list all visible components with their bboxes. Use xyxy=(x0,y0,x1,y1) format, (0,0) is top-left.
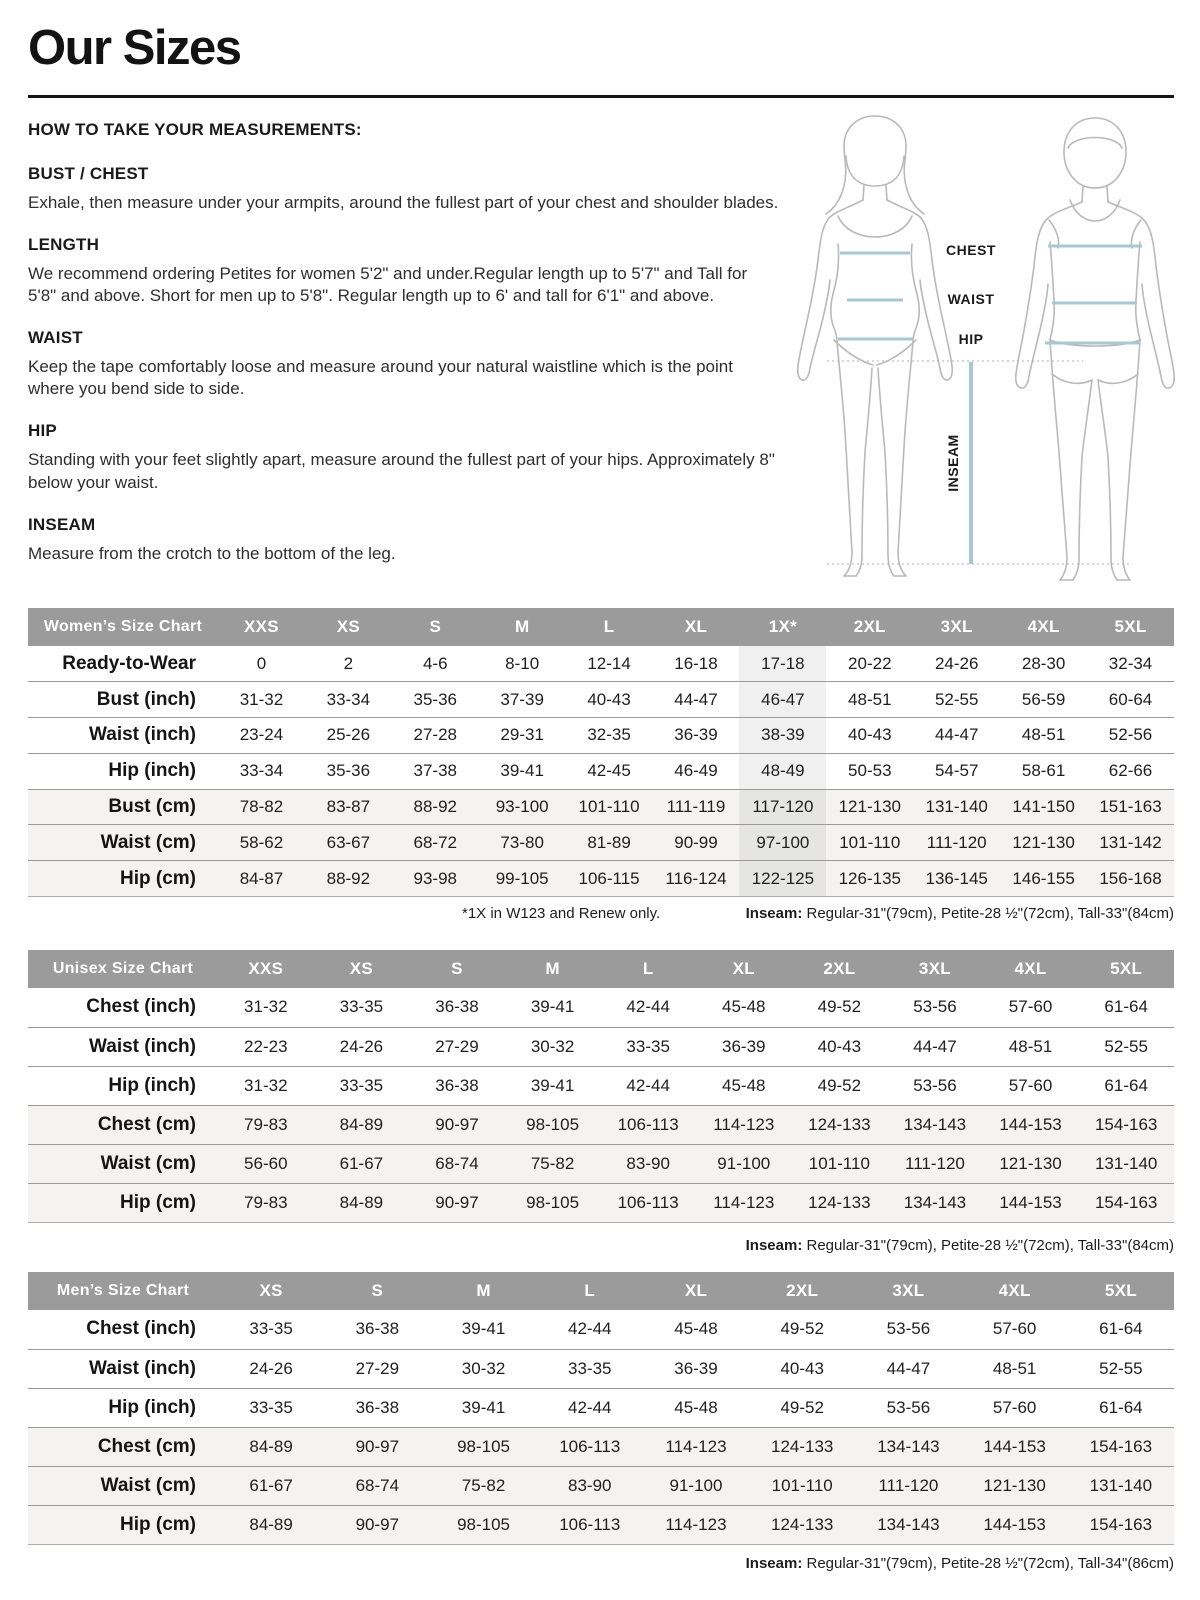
size-cell: 84-89 xyxy=(249,1436,293,1456)
col-header: 3XL xyxy=(913,608,1000,646)
size-cell: 53-56 xyxy=(886,1397,931,1417)
size-cell: 61-67 xyxy=(339,1153,384,1173)
size-cell: 54-57 xyxy=(934,761,979,781)
col-header: XS xyxy=(218,1272,324,1310)
size-cell: 61-64 xyxy=(1099,1319,1143,1339)
size-cell: 131-140 xyxy=(1094,1153,1158,1173)
col-header: 3XL xyxy=(855,1272,961,1310)
size-cell: 101-110 xyxy=(578,797,640,817)
size-cell: 60-64 xyxy=(1108,689,1153,709)
size-cell: 49-52 xyxy=(817,997,862,1017)
size-cell: 39-41 xyxy=(461,1397,506,1417)
size-cell: 111-120 xyxy=(926,832,987,852)
size-cell: 98-105 xyxy=(526,1114,580,1134)
size-cell: 121-130 xyxy=(983,1475,1046,1495)
size-cell: 57-60 xyxy=(1008,997,1053,1017)
col-header: S xyxy=(324,1272,430,1310)
section-title-waist: WAIST xyxy=(28,328,83,348)
size-cell: 106-113 xyxy=(559,1436,621,1456)
col-header: 2XL xyxy=(749,1272,855,1310)
size-cell: 40-43 xyxy=(587,689,631,709)
section-body-waist: Keep the tape comfortably loose and measure around your natural waistline which is the point where you bend side to side. xyxy=(28,357,733,399)
womens-1x-footnote: *1X in W123 and Renew only. xyxy=(462,905,661,922)
size-cell: 68-74 xyxy=(435,1153,479,1173)
inseam-footnote-label: Inseam: xyxy=(745,1237,803,1254)
size-cell: 48-51 xyxy=(848,689,892,709)
row-label: Waist (inch) xyxy=(89,1357,196,1379)
size-cell: 62-66 xyxy=(1108,761,1153,781)
size-cell: 4-6 xyxy=(422,653,448,673)
size-cell: 101-110 xyxy=(808,1153,870,1173)
col-header: XL xyxy=(643,1272,749,1310)
size-cell: 36-38 xyxy=(355,1397,400,1417)
size-cell: 36-39 xyxy=(674,1358,718,1378)
size-cell: 36-38 xyxy=(435,997,479,1017)
size-cell: 88-92 xyxy=(326,868,371,888)
mens-size-chart-table xyxy=(28,1272,1174,1545)
size-cell: 61-64 xyxy=(1099,1397,1143,1417)
size-cell: 114-123 xyxy=(713,1114,775,1134)
size-cell: 56-60 xyxy=(244,1153,288,1173)
size-cell: 151-163 xyxy=(1099,797,1162,817)
table-title: Women’s Size Chart xyxy=(28,608,218,646)
chest-label: CHEST xyxy=(946,242,996,258)
size-cell: 29-31 xyxy=(500,725,544,745)
size-cell: 61-67 xyxy=(249,1475,293,1495)
size-cell: 53-56 xyxy=(913,997,957,1017)
size-cell: 52-56 xyxy=(1108,725,1153,745)
inseam-footnote-label: Inseam: xyxy=(745,905,803,922)
title-divider xyxy=(28,95,1174,98)
size-cell: 124-133 xyxy=(808,1192,871,1212)
row-label: Hip (inch) xyxy=(108,1396,196,1418)
size-cell: 136-145 xyxy=(925,868,988,888)
size-cell: 52-55 xyxy=(1104,1036,1148,1056)
size-cell: 124-133 xyxy=(808,1114,871,1134)
size-cell: 33-35 xyxy=(249,1319,293,1339)
size-cell: 114-123 xyxy=(665,1514,727,1534)
size-cell: 106-113 xyxy=(617,1192,679,1212)
size-cell: 16-18 xyxy=(674,653,718,673)
size-cell: 17-18 xyxy=(739,646,826,682)
section-title-length: LENGTH xyxy=(28,235,100,255)
size-cell: 2 xyxy=(343,653,354,673)
size-cell: 58-62 xyxy=(239,832,284,852)
col-header: XS xyxy=(314,950,410,988)
unisex-inseam-footnote xyxy=(746,1237,1174,1254)
size-cell: 36-39 xyxy=(722,1036,766,1056)
size-cell: 114-123 xyxy=(713,1192,775,1212)
size-cell: 84-89 xyxy=(249,1514,293,1534)
size-cell: 73-80 xyxy=(500,832,544,852)
size-cell: 22-23 xyxy=(244,1036,288,1056)
size-cell: 27-29 xyxy=(435,1036,479,1056)
size-cell: 144-153 xyxy=(983,1436,1046,1456)
size-cell: 23-24 xyxy=(239,725,284,745)
size-cell: 131-142 xyxy=(1099,832,1162,852)
size-cell: 30-32 xyxy=(530,1036,575,1056)
instructions-heading: HOW TO TAKE YOUR MEASUREMENTS: xyxy=(28,120,362,139)
section-body-length: We recommend ordering Petites for women 5'2" and under.Regular length up to 5'7" and Tall for 5'8" and above. Short for men up to 5'8". Regular length up to 6' and tall for 6'1" and above. xyxy=(28,264,748,306)
inseam-footnote-label: Inseam: xyxy=(745,1555,803,1572)
size-cell: 36-38 xyxy=(355,1319,400,1339)
size-cell: 46-47 xyxy=(739,682,826,718)
size-cell: 33-35 xyxy=(339,1075,384,1095)
size-cell: 61-64 xyxy=(1104,1075,1148,1095)
row-label: Waist (cm) xyxy=(100,1152,196,1174)
size-cell: 48-51 xyxy=(992,1358,1037,1378)
size-cell: 134-143 xyxy=(903,1114,967,1134)
size-cell: 48-51 xyxy=(1008,1036,1053,1056)
size-cell: 44-47 xyxy=(913,1036,957,1056)
mens-inseam-footnote xyxy=(746,1555,1174,1572)
womens-size-chart-table xyxy=(28,608,1174,897)
size-cell: 30-32 xyxy=(461,1358,506,1378)
size-cell: 35-36 xyxy=(326,761,371,781)
col-header: 5XL xyxy=(1087,608,1174,646)
size-cell: 39-41 xyxy=(461,1319,506,1339)
inseam-footnote-text: Regular-31"(79cm), Petite-28 ½"(72cm), Tall-33"(84cm) xyxy=(802,905,1174,922)
size-cell: 33-35 xyxy=(626,1036,670,1056)
table-title: Unisex Size Chart xyxy=(28,950,218,988)
size-cell: 93-100 xyxy=(495,797,549,817)
inseam-label: INSEAM xyxy=(945,434,961,492)
size-cell: 83-87 xyxy=(326,797,371,817)
size-cell: 52-55 xyxy=(934,689,979,709)
section-title-inseam: INSEAM xyxy=(28,514,96,534)
size-cell: 63-67 xyxy=(326,832,371,852)
col-header: XL xyxy=(653,608,740,646)
size-cell: 134-143 xyxy=(903,1192,967,1212)
size-cell: 98-105 xyxy=(457,1436,511,1456)
size-cell: 111-120 xyxy=(878,1475,939,1495)
row-label: Waist (cm) xyxy=(100,831,196,853)
size-cell: 91-100 xyxy=(669,1475,723,1495)
size-cell: 33-34 xyxy=(326,689,371,709)
size-cell: 93-98 xyxy=(413,868,457,888)
row-label: Ready-to-Wear xyxy=(62,652,196,674)
womens-table-footnotes xyxy=(28,905,1174,922)
size-cell: 106-115 xyxy=(578,868,640,888)
row-label: Waist (inch) xyxy=(89,724,196,746)
size-cell: 39-41 xyxy=(500,761,544,781)
size-cell: 24-26 xyxy=(249,1358,293,1378)
size-cell: 49-52 xyxy=(780,1397,824,1417)
col-header: L xyxy=(566,608,653,646)
inseam-footnote-text: Regular-31"(79cm), Petite-28 ½"(72cm), Tall-33"(84cm) xyxy=(802,1237,1174,1254)
row-label: Bust (inch) xyxy=(96,688,196,710)
size-cell: 44-47 xyxy=(934,725,979,745)
row-label: Hip (cm) xyxy=(120,1513,196,1535)
size-cell: 75-82 xyxy=(461,1475,506,1495)
size-cell: 144-153 xyxy=(983,1514,1046,1534)
col-header: 5XL xyxy=(1068,1272,1174,1310)
size-cell: 45-48 xyxy=(722,997,766,1017)
size-cell: 31-32 xyxy=(239,689,284,709)
row-label: Hip (inch) xyxy=(108,1074,196,1096)
size-cell: 134-143 xyxy=(877,1436,940,1456)
size-cell: 84-89 xyxy=(339,1192,384,1212)
row-label: Chest (inch) xyxy=(86,996,196,1018)
row-label: Bust (cm) xyxy=(108,796,196,818)
size-cell: 90-97 xyxy=(355,1436,400,1456)
col-header: XS xyxy=(305,608,392,646)
section-title-bust-chest: BUST / CHEST xyxy=(28,164,149,183)
size-cell: 37-38 xyxy=(413,761,457,781)
size-cell: 40-43 xyxy=(817,1036,862,1056)
size-cell: 99-105 xyxy=(495,868,549,888)
size-cell: 90-97 xyxy=(435,1192,479,1212)
size-cell: 90-97 xyxy=(435,1114,479,1134)
size-cell: 106-113 xyxy=(617,1114,679,1134)
section-body-hip: Standing with your feet slightly apart, measure around the fullest part of your hips. Approximately 8" below your waist. xyxy=(28,450,775,492)
size-cell: 154-163 xyxy=(1089,1436,1153,1456)
unisex-table-footnotes xyxy=(28,1237,1174,1254)
female-figure-outline xyxy=(798,116,953,576)
col-header: M xyxy=(430,1272,536,1310)
size-cell: 42-44 xyxy=(568,1397,612,1417)
size-cell: 141-150 xyxy=(1012,797,1075,817)
size-cell: 126-135 xyxy=(838,868,901,888)
size-cell: 33-35 xyxy=(568,1358,612,1378)
size-cell: 58-61 xyxy=(1021,761,1066,781)
size-cell: 49-52 xyxy=(780,1319,824,1339)
size-cell: 156-168 xyxy=(1099,868,1162,888)
size-cell: 131-140 xyxy=(1089,1475,1153,1495)
size-cell: 53-56 xyxy=(913,1075,957,1095)
section-body-inseam: Measure from the crotch to the bottom of the leg. xyxy=(28,543,396,563)
size-cell: 56-59 xyxy=(1021,689,1066,709)
size-cell: 8-10 xyxy=(505,653,540,673)
col-header: 5XL xyxy=(1078,950,1174,988)
col-header: 3XL xyxy=(887,950,983,988)
size-cell: 40-43 xyxy=(848,725,892,745)
measurement-figures-illustration xyxy=(780,112,1178,586)
size-cell: 111-119 xyxy=(666,797,726,817)
size-cell: 75-82 xyxy=(530,1153,575,1173)
size-cell: 124-133 xyxy=(771,1514,834,1534)
size-cell: 124-133 xyxy=(771,1436,834,1456)
size-cell: 48-51 xyxy=(1021,725,1066,745)
size-cell: 154-163 xyxy=(1094,1114,1158,1134)
size-cell: 49-52 xyxy=(817,1075,862,1095)
size-cell: 57-60 xyxy=(992,1397,1037,1417)
col-header: L xyxy=(600,950,696,988)
section-title-hip: HIP xyxy=(28,421,57,441)
size-cell: 101-110 xyxy=(771,1475,833,1495)
size-cell: 68-74 xyxy=(355,1475,400,1495)
size-cell: 33-34 xyxy=(239,761,284,781)
size-cell: 131-140 xyxy=(925,797,988,817)
size-cell: 44-47 xyxy=(674,689,718,709)
size-cell: 121-130 xyxy=(999,1153,1062,1173)
unisex-size-chart-table xyxy=(28,950,1174,1223)
body-measurement-diagram xyxy=(780,112,1178,586)
size-cell: 84-87 xyxy=(239,868,284,888)
size-cell: 111-120 xyxy=(905,1153,965,1173)
size-cell: 24-26 xyxy=(339,1036,384,1056)
size-cell: 42-44 xyxy=(568,1319,612,1339)
row-label: Chest (cm) xyxy=(97,1113,196,1135)
size-cell: 35-36 xyxy=(413,689,457,709)
col-header: M xyxy=(505,950,601,988)
size-cell: 45-48 xyxy=(674,1319,718,1339)
measurement-instructions xyxy=(28,120,780,565)
size-cell: 68-72 xyxy=(413,832,457,852)
size-cell: 42-44 xyxy=(626,1075,670,1095)
col-header: S xyxy=(392,608,479,646)
section-body-bust-chest: Exhale, then measure under your armpits, around the fullest part of your chest and shoulder blades. xyxy=(28,193,779,212)
row-label: Waist (inch) xyxy=(89,1035,196,1057)
size-cell: 53-56 xyxy=(886,1319,931,1339)
size-cell: 90-99 xyxy=(674,832,718,852)
size-cell: 28-30 xyxy=(1021,653,1066,673)
col-header: 1X* xyxy=(739,608,826,646)
waist-label: WAIST xyxy=(947,291,995,307)
size-cell: 0 xyxy=(256,653,267,673)
row-label: Hip (inch) xyxy=(108,760,196,782)
size-cell: 44-47 xyxy=(886,1358,931,1378)
size-cell: 88-92 xyxy=(413,797,457,817)
size-cell: 45-48 xyxy=(722,1075,766,1095)
size-cell: 33-35 xyxy=(249,1397,293,1417)
col-header: XXS xyxy=(218,950,314,988)
col-header: 2XL xyxy=(826,608,913,646)
col-header: M xyxy=(479,608,566,646)
size-cell: 122-125 xyxy=(739,861,826,897)
size-cell: 116-124 xyxy=(665,868,727,888)
size-cell: 36-38 xyxy=(435,1075,479,1095)
size-cell: 84-89 xyxy=(339,1114,384,1134)
size-cell: 79-83 xyxy=(244,1114,288,1134)
size-cell: 83-90 xyxy=(626,1153,670,1173)
size-cell: 98-105 xyxy=(526,1192,580,1212)
size-cell: 39-41 xyxy=(530,997,575,1017)
size-cell: 57-60 xyxy=(1008,1075,1053,1095)
col-header: XL xyxy=(696,950,792,988)
size-cell: 42-44 xyxy=(626,997,670,1017)
male-figure-outline xyxy=(1016,118,1175,580)
row-label: Hip (cm) xyxy=(120,867,196,889)
size-cell: 42-45 xyxy=(587,761,631,781)
size-cell: 32-35 xyxy=(587,725,631,745)
size-cell: 61-64 xyxy=(1104,997,1148,1017)
page-title: Our Sizes xyxy=(28,21,241,75)
size-cell: 37-39 xyxy=(500,689,544,709)
size-cell: 24-26 xyxy=(934,653,979,673)
size-cell: 31-32 xyxy=(244,1075,288,1095)
mens-table-footnotes xyxy=(28,1555,1174,1572)
size-cell: 81-89 xyxy=(587,832,631,852)
inseam-footnote-text: Regular-31"(79cm), Petite-28 ½"(72cm), Tall-34"(86cm) xyxy=(802,1555,1174,1572)
size-cell: 98-105 xyxy=(457,1514,511,1534)
size-cell: 114-123 xyxy=(665,1436,727,1456)
size-cell: 134-143 xyxy=(877,1514,940,1534)
size-cell: 52-55 xyxy=(1099,1358,1143,1378)
size-cell: 31-32 xyxy=(244,997,288,1017)
col-header: 4XL xyxy=(1000,608,1087,646)
col-header: XXS xyxy=(218,608,305,646)
size-cell: 144-153 xyxy=(999,1192,1062,1212)
row-label: Chest (cm) xyxy=(97,1435,196,1457)
size-cell: 33-35 xyxy=(339,997,384,1017)
size-cell: 83-90 xyxy=(568,1475,612,1495)
womens-inseam-footnote xyxy=(746,905,1174,922)
col-header: S xyxy=(409,950,505,988)
col-header: 4XL xyxy=(962,1272,1068,1310)
size-cell: 144-153 xyxy=(999,1114,1062,1134)
size-cell: 39-41 xyxy=(530,1075,575,1095)
size-cell: 40-43 xyxy=(780,1358,824,1378)
size-cell: 106-113 xyxy=(559,1514,621,1534)
col-header: 4XL xyxy=(983,950,1079,988)
size-cell: 117-120 xyxy=(739,789,826,825)
size-cell: 27-29 xyxy=(355,1358,400,1378)
size-cell: 36-39 xyxy=(674,725,718,745)
size-cell: 121-130 xyxy=(1012,832,1075,852)
row-label: Waist (cm) xyxy=(100,1474,196,1496)
size-cell: 79-83 xyxy=(244,1192,288,1212)
size-cell: 146-155 xyxy=(1012,868,1075,888)
size-cell: 46-49 xyxy=(674,761,718,781)
size-cell: 154-163 xyxy=(1089,1514,1153,1534)
size-cell: 27-28 xyxy=(413,725,457,745)
size-cell: 50-53 xyxy=(848,761,892,781)
size-cell: 38-39 xyxy=(739,718,826,754)
table-title: Men’s Size Chart xyxy=(28,1272,218,1310)
size-cell: 101-110 xyxy=(839,832,901,852)
row-label: Hip (cm) xyxy=(120,1191,196,1213)
col-header: L xyxy=(537,1272,643,1310)
size-cell: 25-26 xyxy=(326,725,371,745)
col-header: 2XL xyxy=(792,950,888,988)
size-cell: 45-48 xyxy=(674,1397,718,1417)
size-cell: 90-97 xyxy=(355,1514,400,1534)
size-cell: 57-60 xyxy=(992,1319,1037,1339)
size-cell: 91-100 xyxy=(717,1153,771,1173)
row-label: Chest (inch) xyxy=(86,1318,196,1340)
size-cell: 32-34 xyxy=(1108,653,1153,673)
size-cell: 154-163 xyxy=(1094,1192,1158,1212)
size-cell: 97-100 xyxy=(739,825,826,861)
size-cell: 121-130 xyxy=(838,797,901,817)
size-cell: 20-22 xyxy=(848,653,892,673)
size-cell: 78-82 xyxy=(239,797,284,817)
size-cell: 48-49 xyxy=(739,753,826,789)
size-cell: 12-14 xyxy=(587,653,631,673)
hip-label: HIP xyxy=(958,331,984,347)
